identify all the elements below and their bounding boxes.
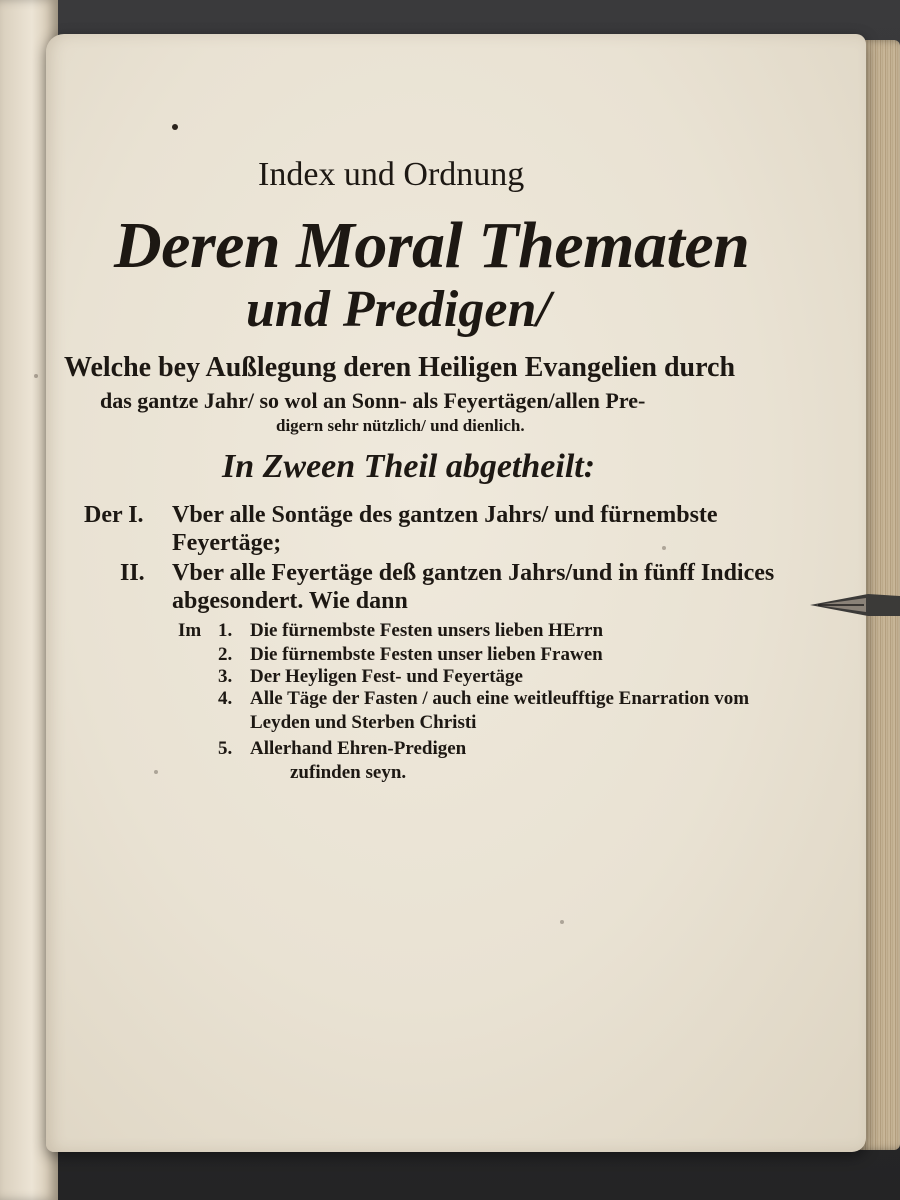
book-page	[46, 34, 866, 1152]
part-2-line-2: abgesondert. Wie dann	[172, 588, 408, 614]
pen-nib-bookmark-icon	[808, 588, 900, 622]
index-number: 2.	[218, 644, 233, 665]
title-moral-thematen: Deren Moral Thematen	[114, 209, 750, 282]
index-item-2: Die fürnembste Festen unser lieben Frawen	[250, 644, 603, 665]
part-1-line-1: Vber alle Sontäge des gantzen Jahrs/ und fürnembste	[172, 502, 718, 528]
ink-smudge	[34, 374, 38, 378]
index-number: 5.	[218, 738, 233, 759]
title-und-predigen: und Predigen/	[246, 281, 551, 338]
ink-smudge	[154, 770, 158, 774]
indices-prefix: Im	[178, 620, 202, 641]
subtitle-line-2: das gantze Jahr/ so wol an Sonn- als Feyertägen/allen Pre-	[100, 388, 646, 413]
ink-dot	[172, 124, 178, 130]
index-item-5: Allerhand Ehren-Predigen	[250, 738, 467, 759]
index-number: 3.	[218, 666, 233, 687]
subtitle-line-1: Welche bey Außlegung deren Heiligen Evangelien durch	[64, 352, 736, 383]
index-item-4-line-1: Alle Täge der Fasten / auch eine weitleufftige Enarration vom	[250, 688, 750, 709]
closing-line: zufinden seyn.	[290, 762, 407, 783]
subtitle-line-3: digern sehr nützlich/ und dienlich.	[276, 416, 525, 435]
index-number: 4.	[218, 688, 233, 709]
parts-heading: In Zween Theil abgetheilt:	[222, 448, 596, 485]
part-1-prefix: Der I.	[84, 502, 144, 528]
index-number: 1.	[218, 620, 233, 641]
index-item-3: Der Heyligen Fest- und Feyertäge	[250, 666, 523, 687]
part-2-prefix: II.	[120, 560, 145, 586]
ink-smudge	[662, 546, 666, 550]
index-item-1: Die fürnembste Festen unsers lieben HErrn	[250, 620, 604, 641]
part-2-line-1: Vber alle Feyertäge deß gantzen Jahrs/und in fünff Indices	[172, 560, 775, 586]
index-item-4-line-2: Leyden und Sterben Christi	[250, 712, 477, 733]
ink-smudge	[560, 920, 564, 924]
part-1-line-2: Feyertäge;	[172, 530, 282, 556]
title-index-und-ordnung: Index und Ordnung	[258, 156, 525, 193]
